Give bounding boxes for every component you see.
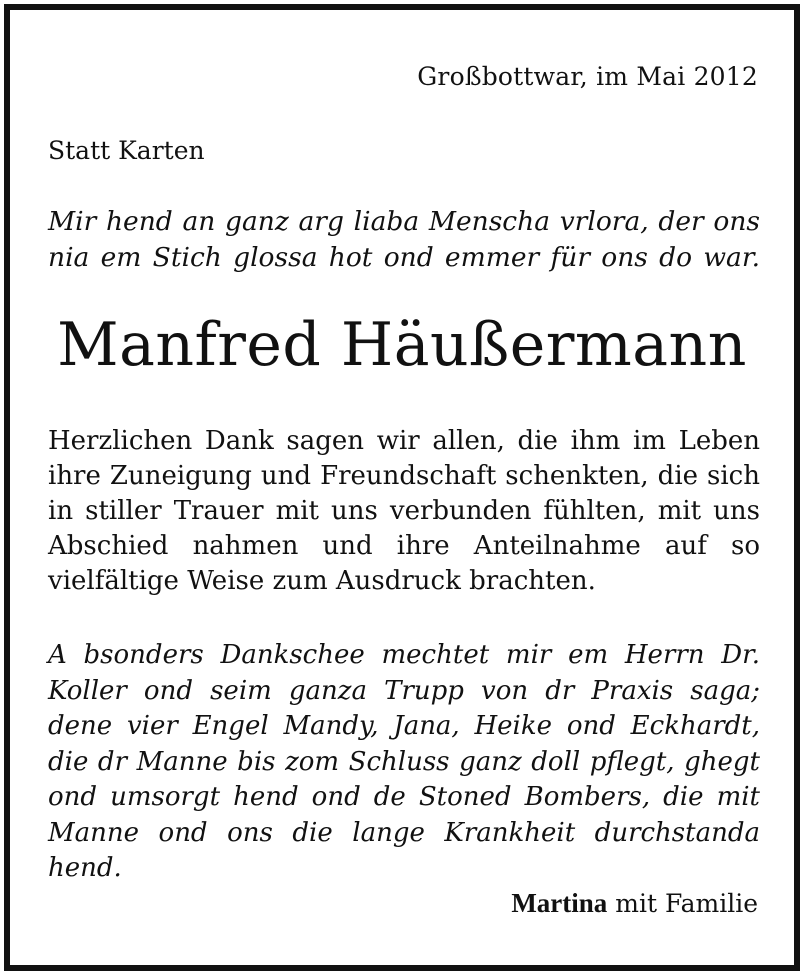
special-thanks-paragraph: A bsonders Dankschee mechtet mir em Herrn Dr. Koller ond seim ganza Trupp von dr Praxis saga; dene vier Engel Mandy, Jana, Heike ond Eckhardt, die dr Manne bis zom Schluss ganz doll pflegt, ghegt ond umsorgt hend ond de Stoned Bombers, die mit Manne ond ons die lange Krankheit durchstanda hend.	[48, 640, 760, 883]
signature	[511, 888, 758, 919]
deceased-name: Manfred Häußermann	[57, 310, 747, 380]
signature-suffix: mit Familie	[615, 889, 758, 918]
obituary-notice	[4, 4, 800, 971]
place-date: Großbottwar, im Mai 2012	[417, 62, 758, 91]
dialect-quote: Mir hend an ganz arg liaba Menscha vrlora, der ons nia em Stich glossa hot ond emmer für ons do war.	[48, 206, 760, 273]
signer-name: Martina	[511, 888, 608, 918]
thanks-paragraph: Herzlichen Dank sagen wir allen, die ihm im Leben ihre Zuneigung und Freundschaft schenkten, die sich in stiller Trauer mit uns verbunden fühlten, mit uns Abschied nahmen und ihre Anteilnahme auf so vielfältige Weise zum Ausdruck brachten.	[48, 426, 760, 596]
salutation: Statt Karten	[48, 136, 205, 165]
